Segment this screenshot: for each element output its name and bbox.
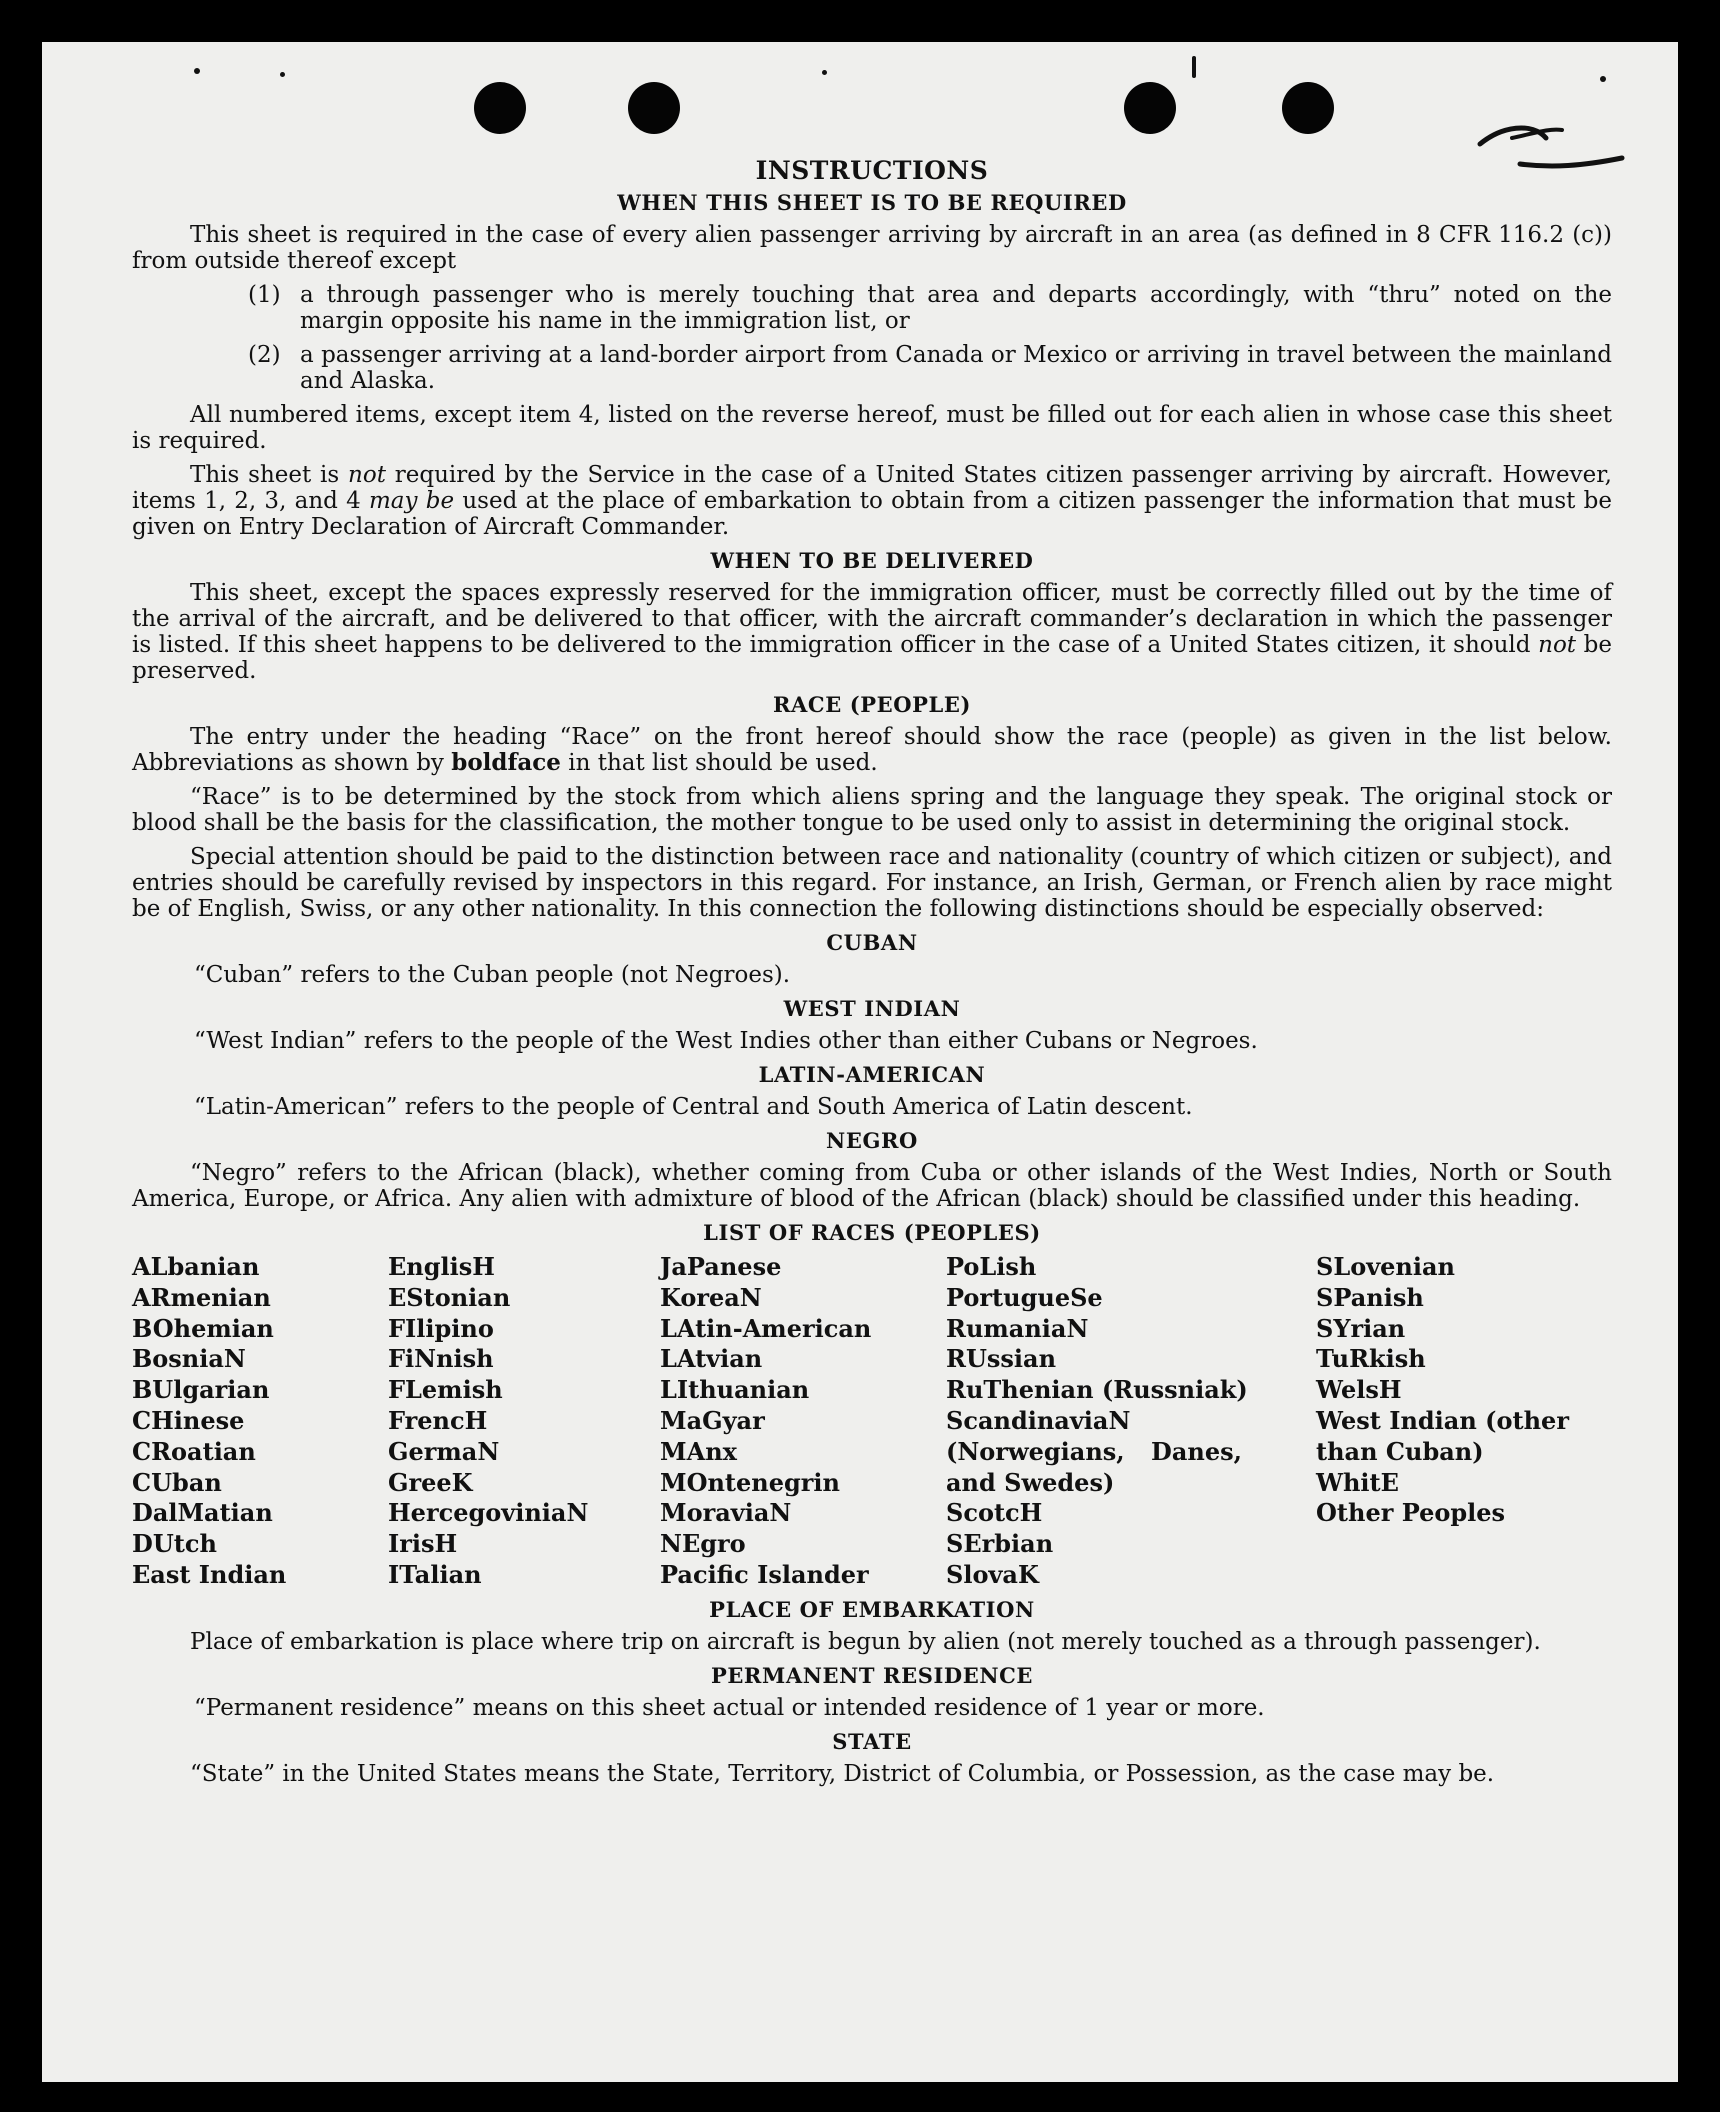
races-column-4 xyxy=(946,1252,1248,1591)
italic-run: not xyxy=(1538,632,1577,658)
race-list-item: GreeK xyxy=(388,1467,473,1497)
race-list-item: EnglisH xyxy=(388,1252,495,1281)
paragraph-race-definition: “Race” is to be determined by the stock from which aliens spring and the language they speak. The original stock or blood shall be the basis for the classification, the mother tongue to be used only to assist in determining the original stock. xyxy=(132,784,1612,836)
heading-list-of-races: LIST OF RACES (PEOPLES) xyxy=(703,1220,1041,1245)
paragraph-negro: “Negro” refers to the African (black), whether coming from Cuba or other islands of the West Indies, North or South America, Europe, or Africa. Any alien with admixture of blood of the African (black) should be classified under this heading. xyxy=(132,1160,1612,1212)
race-list-item: MoraviaN xyxy=(660,1498,792,1528)
ink-speck xyxy=(1600,76,1606,82)
text-run: This sheet, except the spaces expressly reserved for the immigration officer, must be correctly filled out by the time of the arrival of the aircraft, and be delivered to that officer, with the aircraft commander’s declaration in which the passenger is listed. If this sheet happens to be delivered to the immigration officer in the case of a United States citizen, it should xyxy=(132,580,1612,658)
race-list-item: TuRkish xyxy=(1316,1344,1426,1374)
race-list-item: East Indian xyxy=(132,1559,287,1589)
ink-speck xyxy=(194,68,200,74)
italic-run: may be xyxy=(369,488,455,514)
race-list-item: CHinese xyxy=(132,1405,245,1435)
race-list-item: SPanish xyxy=(1316,1282,1424,1312)
races-column-2 xyxy=(388,1252,660,1591)
heading-when-delivered: WHEN TO BE DELIVERED xyxy=(710,548,1034,573)
race-list-item: Other Peoples xyxy=(1316,1498,1506,1528)
paragraph-numbered-items: All numbered items, except item 4, listed on the reverse hereof, must be filled out for each alien in whose case this sheet is required. xyxy=(132,402,1612,454)
paragraph-residence: “Permanent residence” means on this sheet actual or intended residence of 1 year or more. xyxy=(194,1694,1265,1721)
heading-cuban: CUBAN xyxy=(826,930,918,955)
race-list-item: GermaN xyxy=(388,1436,500,1466)
paragraph-race-nationality: Special attention should be paid to the distinction between race and nationality (country of which citizen or subject), and entries should be carefully revised by inspectors in this regard. For instance, an Irish, German, or French alien by race might be of English, Swiss, or any other nationality. In this connection the following distinctions should be especially observed: xyxy=(132,844,1612,922)
paragraph-delivery xyxy=(132,580,1612,684)
bold-run: boldface xyxy=(451,749,561,776)
race-list-item: SlovaK xyxy=(946,1559,1039,1589)
race-list-item: ARmenian xyxy=(132,1282,271,1312)
paragraph-embarkation: Place of embarkation is place where trip on aircraft is begun by alien (not merely touched as a through passenger). xyxy=(190,1628,1541,1655)
text-run: be preserved. xyxy=(132,632,1612,684)
races-list xyxy=(132,1252,1612,1591)
ink-speck xyxy=(1192,56,1196,78)
race-list-item: RuThenian (Russniak) xyxy=(946,1375,1248,1405)
race-list-item: RumaniaN xyxy=(946,1313,1089,1343)
list-item xyxy=(132,342,1612,394)
race-list-item: MOntenegrin xyxy=(660,1467,840,1497)
race-list-item: KoreaN xyxy=(660,1282,762,1312)
ink-speck xyxy=(280,72,285,77)
item-text: a through passenger who is merely touching that area and departs accordingly, with “thru” noted on the margin opposite his name in the immigration list, or xyxy=(300,282,1612,334)
instructions-content xyxy=(132,116,1612,1795)
race-list-item: WelsH xyxy=(1316,1375,1402,1405)
paragraph-state: “State” in the United States means the State, Territory, District of Columbia, or Possession, as the case may be. xyxy=(190,1760,1495,1787)
paragraph-citizen xyxy=(132,462,1612,540)
item-number: (2) xyxy=(248,342,281,368)
text-run: This sheet is xyxy=(190,462,349,488)
paragraph-latin-american: “Latin-American” refers to the people of Central and South America of Latin descent. xyxy=(194,1094,1193,1120)
race-list-item: MaGyar xyxy=(660,1405,765,1435)
race-list-item: BUlgarian xyxy=(132,1375,270,1405)
race-list-item: LIthuanian xyxy=(660,1375,810,1405)
race-list-item: DUtch xyxy=(132,1529,217,1559)
race-list-item: Pacific Islander xyxy=(660,1559,869,1589)
item-number: (1) xyxy=(248,282,281,308)
race-list-item: BOhemian xyxy=(132,1313,274,1343)
race-list-item: HercegoviniaN xyxy=(388,1498,589,1528)
race-list-item: JaPanese xyxy=(660,1252,782,1281)
race-list-item: FLemish xyxy=(388,1375,503,1405)
heading-when-required: WHEN THIS SHEET IS TO BE REQUIRED xyxy=(617,190,1127,215)
heading-race: RACE (PEOPLE) xyxy=(772,692,972,717)
race-list-item: ALbanian xyxy=(132,1252,260,1281)
race-list-item: MAnx xyxy=(660,1436,737,1466)
race-list-item: FrencH xyxy=(388,1405,488,1435)
race-list-item: RUssian xyxy=(946,1344,1057,1374)
race-list-item: EStonian xyxy=(388,1282,511,1312)
race-list-item: FiNnish xyxy=(388,1344,494,1374)
race-list-item: FIlipino xyxy=(388,1313,494,1343)
races-column-3 xyxy=(660,1252,946,1591)
text-run: in that list should be used. xyxy=(560,750,878,776)
race-list-item: CRoatian xyxy=(132,1436,256,1466)
race-list-item: WhitE xyxy=(1316,1467,1399,1497)
race-list-item: LAtvian xyxy=(660,1344,763,1374)
heading-embarkation: PLACE OF EMBARKATION xyxy=(709,1596,1035,1622)
heading-negro: NEGRO xyxy=(826,1128,918,1153)
race-list-item: SLovenian xyxy=(1316,1252,1455,1281)
paragraph-race-entry xyxy=(132,724,1612,776)
races-column-5 xyxy=(1316,1252,1576,1591)
race-list-item: CUban xyxy=(132,1467,222,1497)
text-run: used at the place of embarkation to obtain from a citizen passenger the information that must be given on Entry Declaration of Aircraft Commander. xyxy=(132,488,1612,540)
race-list-item: LAtin-American xyxy=(660,1313,872,1343)
race-list-item: NEgro xyxy=(660,1529,746,1559)
race-list-item: ITalian xyxy=(388,1559,482,1589)
races-column-1 xyxy=(132,1252,388,1591)
race-list-item: DalMatian xyxy=(132,1498,273,1528)
race-list-item: ScandinaviaN (Norwegians, Danes, and Swedes) xyxy=(946,1405,1242,1497)
race-list-item: IrisH xyxy=(388,1529,458,1559)
paragraph-west-indian: “West Indian” refers to the people of the West Indies other than either Cubans or Negroes. xyxy=(194,1028,1258,1054)
text-run: required by the Service in the case of a United States citizen passenger arriving by aircraft. However, items 1, 2, 3, and 4 xyxy=(132,462,1612,514)
item-text: a passenger arriving at a land-border airport from Canada or Mexico or arriving in travel between the mainland and Alaska. xyxy=(300,342,1612,394)
race-list-item: ScotcH xyxy=(946,1498,1043,1528)
heading-latin-american: LATIN-AMERICAN xyxy=(758,1062,986,1087)
text-run: The entry under the heading “Race” on the front hereof should show the race (people) as given in the list below. Abbreviations as shown by xyxy=(132,724,1612,776)
page-title: INSTRUCTIONS xyxy=(755,156,989,185)
italic-run: not xyxy=(348,462,386,488)
race-list-item: PortugueSe xyxy=(946,1282,1103,1312)
ink-speck xyxy=(822,70,827,75)
race-list-item: PoLish xyxy=(946,1252,1037,1281)
heading-permanent-residence: PERMANENT RESIDENCE xyxy=(710,1662,1034,1688)
paragraph-required: This sheet is required in the case of every alien passenger arriving by aircraft in an area (as defined in 8 CFR 116.2 (c)) from outside thereof except xyxy=(132,222,1612,274)
race-list-item: BosniaN xyxy=(132,1344,246,1374)
document-page xyxy=(42,42,1678,2082)
paragraph-cuban: “Cuban” refers to the Cuban people (not Negroes). xyxy=(194,962,791,988)
race-list-item: SYrian xyxy=(1316,1313,1406,1343)
heading-state: STATE xyxy=(832,1728,912,1754)
race-list-item: SErbian xyxy=(946,1529,1054,1559)
heading-west-indian: WEST INDIAN xyxy=(783,996,961,1021)
list-item xyxy=(132,282,1612,334)
race-list-item: West Indian (other than Cuban) xyxy=(1316,1405,1569,1466)
